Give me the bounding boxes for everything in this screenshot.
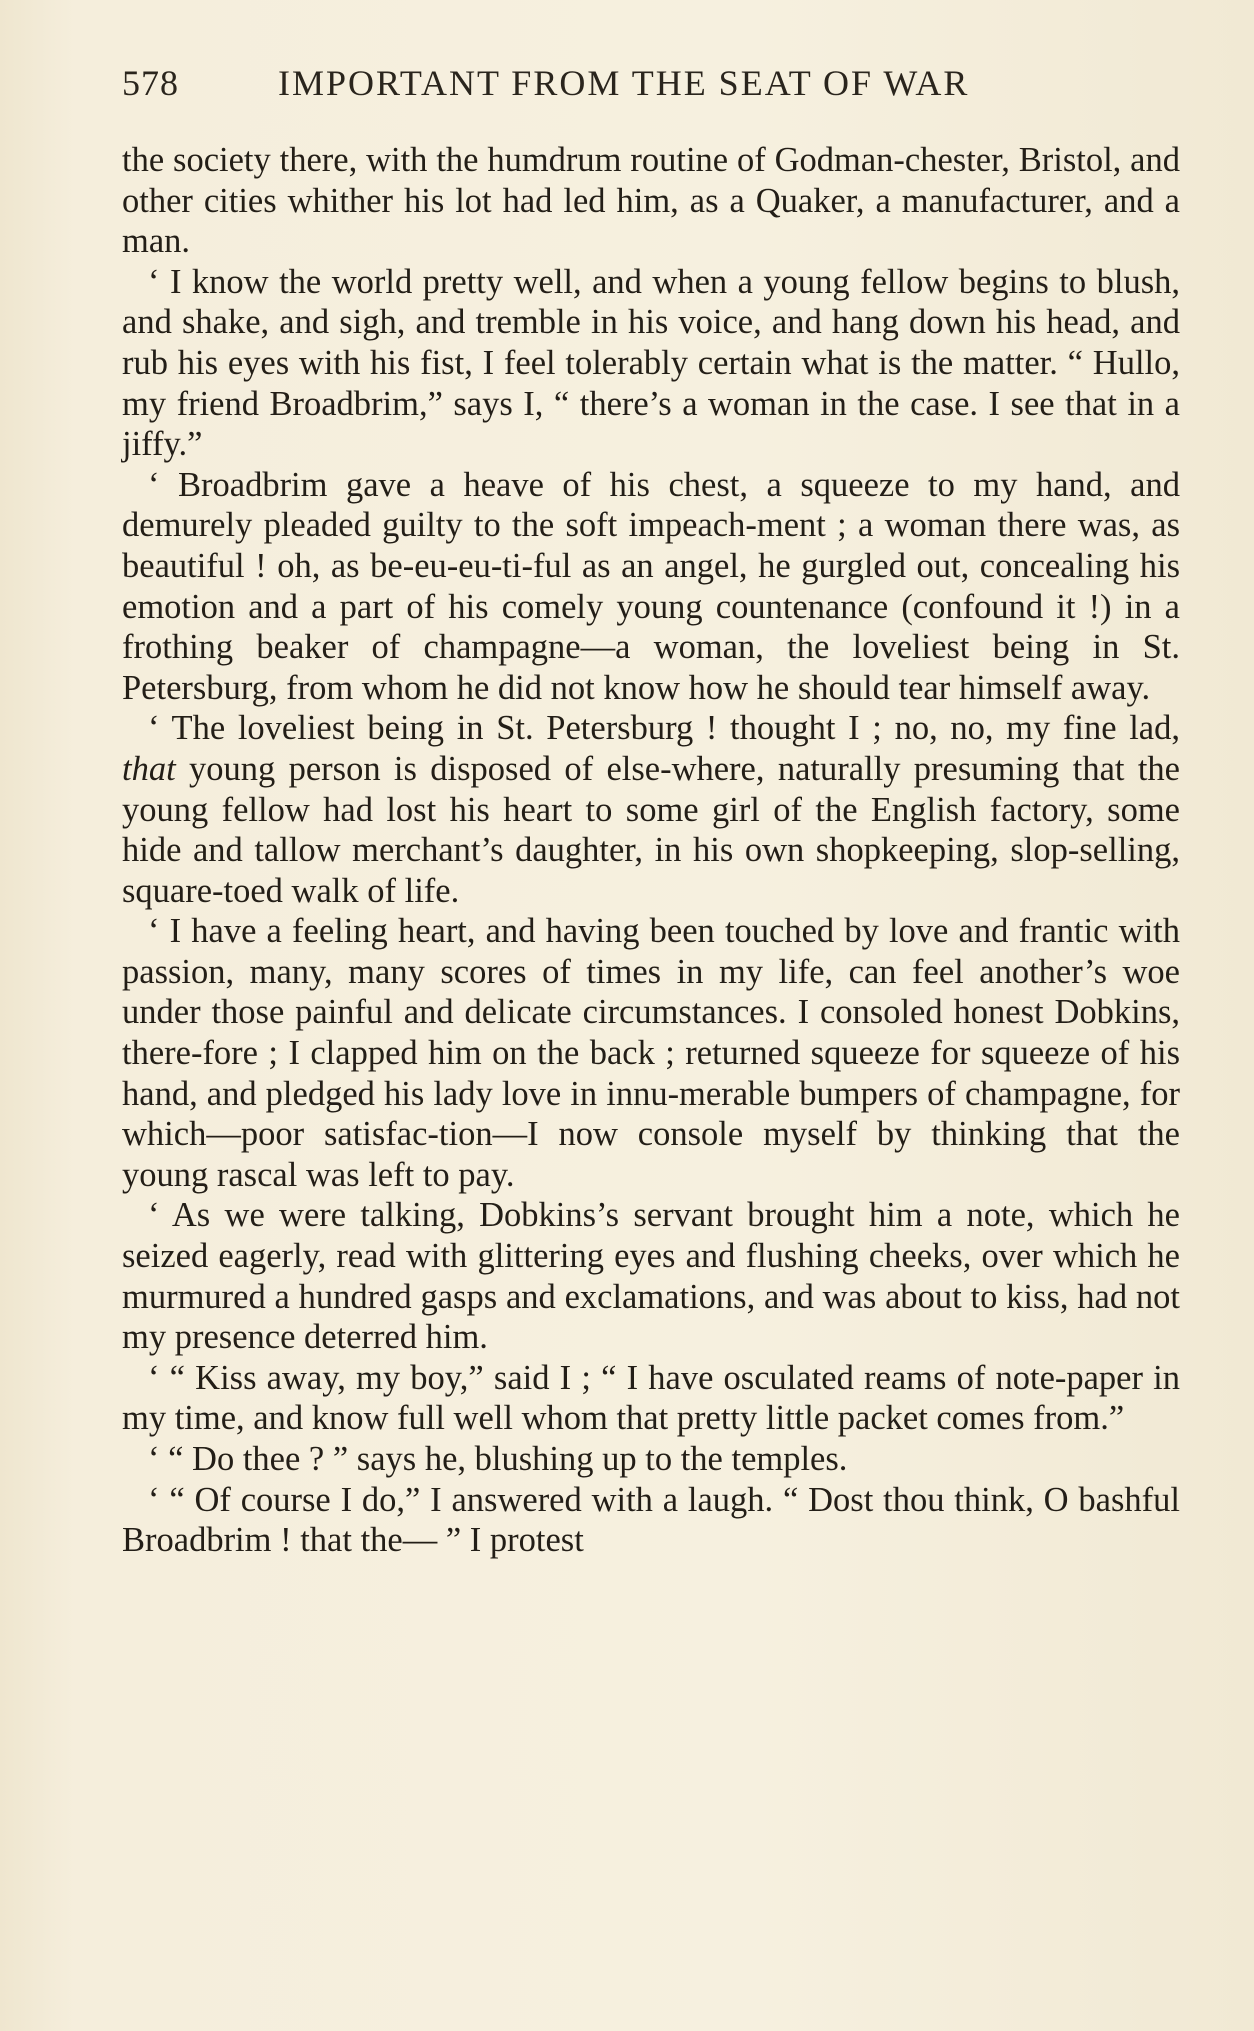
paragraph-8: ‘ “ Do thee ? ” says he, blushing up to the temples.	[148, 1440, 848, 1478]
paragraph-3: ‘ Broadbrim gave a heave of his chest, a squeeze to my hand, and demurely pleaded guilty to the soft impeach-ment ; a woman there was, as beautiful ! oh, as be-eu-eu-ti-ful as an angel, he gurgled out, concealing his emotion and a part of his comely young countenance (confound it !) in a frothing beaker of champagne—a woman, the loveliest being in St. Petersburg, from whom he did not know how he should tear himself away.	[122, 465, 1180, 707]
paragraph-7: ‘ “ Kiss away, my boy,” said I ; “ I have osculated reams of note-paper in my time, and know full well whom that pretty little packet comes from.”	[122, 1358, 1180, 1438]
paragraph-5: ‘ I have a feeling heart, and having been touched by love and frantic with passion, many, many scores of times in my life, can feel another’s woe under those painful and delicate circumstances. I consoled honest Dobkins, there-fore ; I clapped him on the back ; returned squeeze for squeeze of his hand, and pledged his lady love in innu-merable bumpers of champagne, for which—poor satisfac-tion—I now console myself by thinking that the young rascal was left to pay.	[122, 912, 1180, 1194]
paragraph-4	[122, 708, 1180, 911]
paragraph-9: ‘ “ Of course I do,” I answered with a laugh. “ Dost thou think, O bashful Broadbrim ! that the— ” I protest	[122, 1480, 1180, 1560]
paragraph-6: ‘ As we were talking, Dobkins’s servant brought him a note, which he seized eagerly, read with glittering eyes and flushing cheeks, over which he murmured a hundred gasps and exclamations, and was about to kiss, had not my presence deterred him.	[122, 1196, 1180, 1357]
paragraph-4-emphasis: that	[122, 749, 176, 788]
page-number: 578	[122, 63, 179, 103]
running-title: IMPORTANT FROM THE SEAT OF WAR	[278, 63, 970, 103]
paragraph-2: ‘ I know the world pretty well, and when a young fellow begins to blush, and shake, and sigh, and tremble in his voice, and hang down his head, and rub his eyes with his fist, I feel tolerably certain what is the matter. “ Hullo, my friend Broadbrim,” says I, “ there’s a woman in the case. I see that in a jiffy.”	[122, 262, 1180, 464]
paragraph-4-after: young person is disposed of else-where, naturally presuming that the young fellow had lost his heart to some girl of the English factory, some hide and tallow merchant’s daughter, in his own shopkeeping, slop-selling, square-toed walk of life.	[122, 749, 1180, 910]
body-text	[122, 140, 1180, 1561]
page-header	[122, 62, 1132, 108]
paragraph-1: the society there, with the humdrum routine of Godman-chester, Bristol, and other cities whither his lot had led him, as a Quaker, a manufacturer, and a man.	[122, 141, 1180, 261]
paragraph-4-before: ‘ The loveliest being in St. Petersburg ! thought I ; no, no, my fine lad,	[148, 709, 1180, 748]
